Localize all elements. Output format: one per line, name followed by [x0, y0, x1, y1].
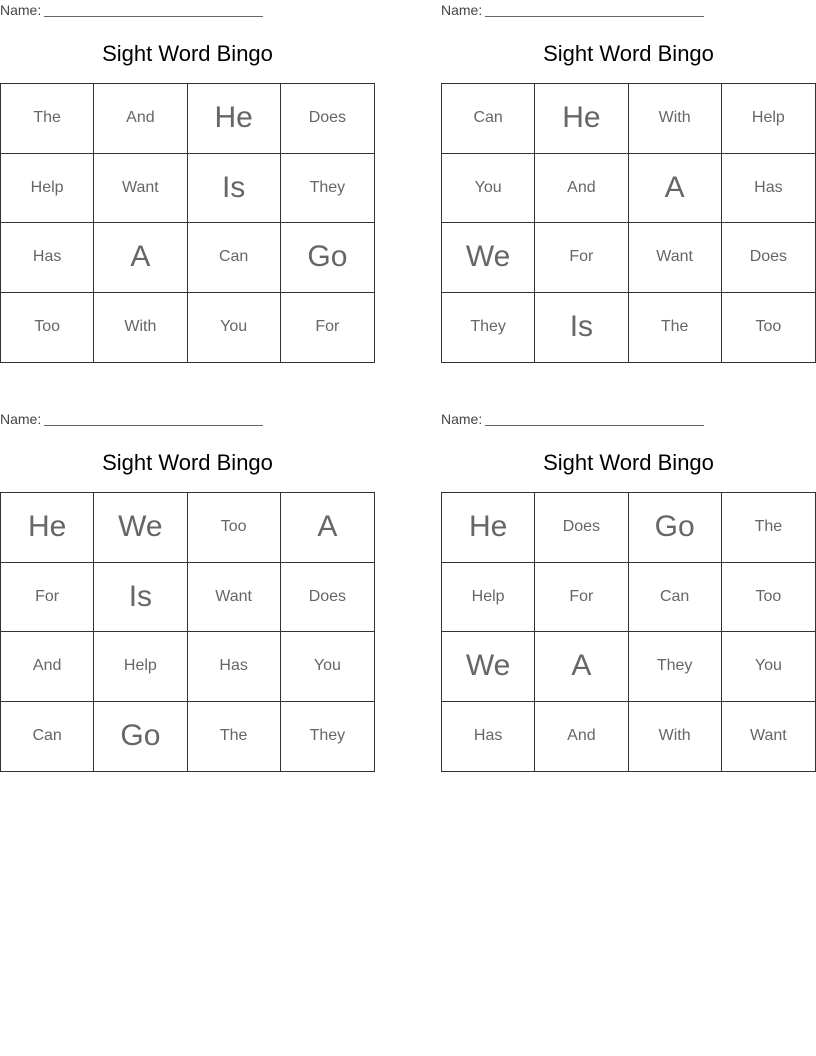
bingo-cell[interactable]: Has: [442, 702, 535, 772]
bingo-card: [0, 0, 375, 365]
name-field[interactable]: [0, 411, 263, 427]
bingo-cell[interactable]: For: [535, 563, 628, 633]
bingo-cell[interactable]: The: [1, 84, 94, 154]
bingo-cell[interactable]: They: [629, 632, 722, 702]
name-label: Name:: [0, 411, 42, 427]
bingo-cell[interactable]: We: [442, 223, 535, 293]
bingo-cell[interactable]: We: [94, 493, 187, 563]
bingo-cell[interactable]: Can: [188, 223, 281, 293]
bingo-cell[interactable]: Can: [1, 702, 94, 772]
bingo-cell[interactable]: Is: [188, 154, 281, 224]
bingo-cell[interactable]: Can: [629, 563, 722, 633]
bingo-grid: [0, 492, 375, 772]
bingo-cell[interactable]: And: [535, 702, 628, 772]
bingo-cell[interactable]: He: [1, 493, 94, 563]
bingo-cell[interactable]: Has: [188, 632, 281, 702]
name-label: Name:: [441, 2, 483, 18]
bingo-cell[interactable]: For: [1, 563, 94, 633]
bingo-grid: [441, 492, 816, 772]
bingo-cell[interactable]: With: [94, 293, 187, 363]
bingo-cell[interactable]: Is: [535, 293, 628, 363]
bingo-cell[interactable]: Want: [188, 563, 281, 633]
bingo-card: [0, 409, 375, 774]
bingo-cell[interactable]: Can: [442, 84, 535, 154]
bingo-grid: [441, 83, 816, 363]
bingo-cell[interactable]: Want: [629, 223, 722, 293]
card-title: Sight Word Bingo: [102, 41, 273, 66]
name-label: Name:: [441, 411, 483, 427]
bingo-cell[interactable]: Go: [94, 702, 187, 772]
name-field[interactable]: [441, 2, 704, 18]
bingo-cell[interactable]: Too: [188, 493, 281, 563]
bingo-cell[interactable]: Too: [1, 293, 94, 363]
bingo-cell[interactable]: They: [281, 154, 374, 224]
bingo-cell[interactable]: For: [315, 318, 340, 336]
name-field[interactable]: [441, 411, 704, 427]
bingo-cell[interactable]: Does: [722, 223, 815, 293]
bingo-cell[interactable]: Help: [1, 154, 94, 224]
bingo-cell[interactable]: Help: [722, 84, 815, 154]
bingo-cell[interactable]: Help: [442, 563, 535, 633]
bingo-card: [441, 409, 816, 774]
name-underline: [44, 16, 263, 17]
bingo-cell[interactable]: A: [629, 154, 722, 224]
bingo-cell[interactable]: They: [442, 293, 535, 363]
name-field[interactable]: [0, 2, 263, 18]
bingo-cell[interactable]: The: [629, 293, 722, 363]
bingo-cell[interactable]: Too: [722, 563, 815, 633]
bingo-cell[interactable]: They: [309, 727, 346, 745]
bingo-cell[interactable]: Go: [281, 223, 374, 293]
bingo-cell[interactable]: Want: [94, 154, 187, 224]
bingo-cell[interactable]: Does: [281, 84, 374, 154]
bingo-cell[interactable]: Too: [755, 318, 782, 336]
bingo-cell[interactable]: You: [442, 154, 535, 224]
name-underline: [44, 425, 263, 426]
bingo-cell[interactable]: And: [94, 84, 187, 154]
name-underline: [485, 425, 704, 426]
bingo-cell[interactable]: The: [188, 702, 281, 772]
bingo-cell[interactable]: Does: [535, 493, 628, 563]
bingo-cell[interactable]: With: [629, 84, 722, 154]
bingo-cell[interactable]: A: [281, 493, 374, 563]
bingo-cell[interactable]: With: [629, 702, 722, 772]
bingo-cell[interactable]: Has: [722, 154, 815, 224]
bingo-cell[interactable]: You: [188, 293, 281, 363]
bingo-cell[interactable]: Help: [94, 632, 187, 702]
bingo-cell[interactable]: You: [722, 632, 815, 702]
bingo-card: [441, 0, 816, 365]
bingo-cell[interactable]: And: [535, 154, 628, 224]
bingo-grid: [0, 83, 375, 363]
bingo-cell[interactable]: The: [722, 493, 815, 563]
bingo-cell[interactable]: He: [188, 84, 281, 154]
name-label: Name:: [0, 2, 42, 18]
bingo-cell[interactable]: Go: [629, 493, 722, 563]
card-title: Sight Word Bingo: [102, 450, 273, 475]
card-title: Sight Word Bingo: [543, 450, 714, 475]
bingo-cell[interactable]: He: [535, 84, 628, 154]
bingo-cell[interactable]: A: [535, 632, 628, 702]
bingo-cell[interactable]: You: [281, 632, 374, 702]
bingo-cell[interactable]: And: [1, 632, 94, 702]
bingo-cell[interactable]: A: [94, 223, 187, 293]
bingo-cell[interactable]: Want: [750, 727, 787, 745]
bingo-cell[interactable]: For: [535, 223, 628, 293]
bingo-cell[interactable]: He: [442, 493, 535, 563]
name-underline: [485, 16, 704, 17]
bingo-cell[interactable]: Does: [281, 563, 374, 633]
bingo-cell[interactable]: Has: [1, 223, 94, 293]
bingo-cell[interactable]: We: [442, 632, 535, 702]
card-title: Sight Word Bingo: [543, 41, 714, 66]
bingo-cell[interactable]: Is: [94, 563, 187, 633]
